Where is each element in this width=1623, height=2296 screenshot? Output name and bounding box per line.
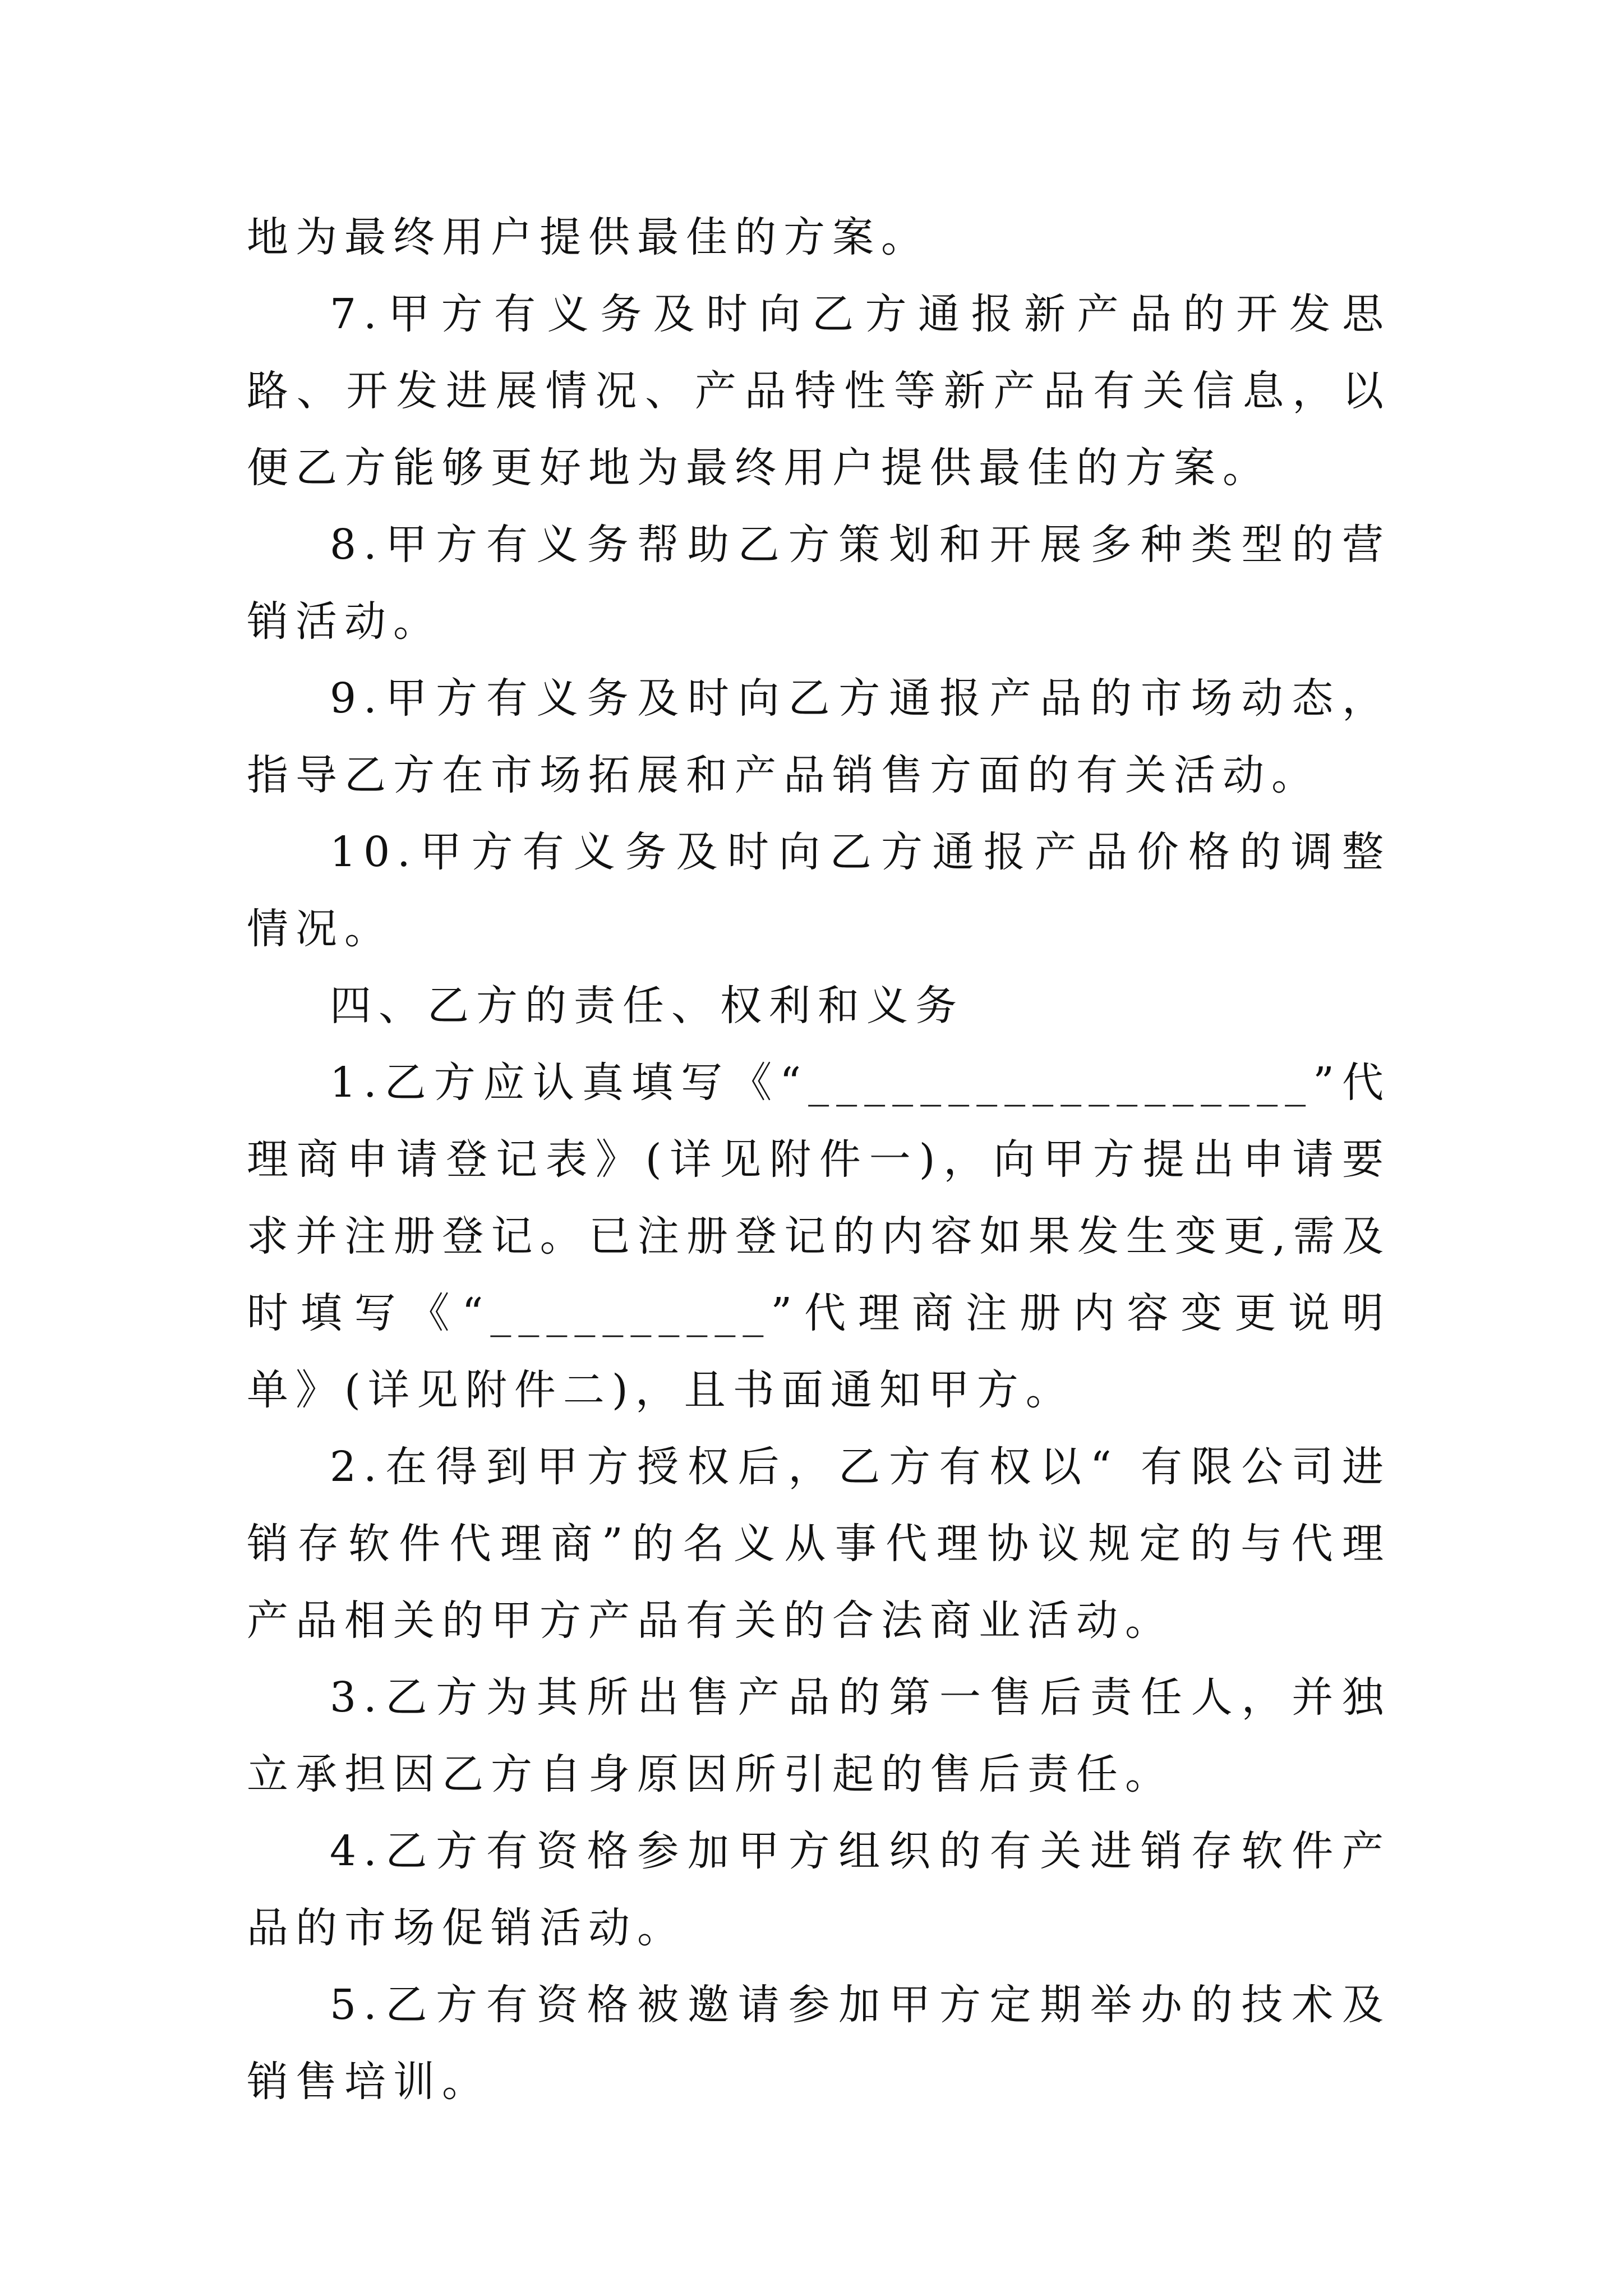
paragraph-b-item-2: 2.在得到甲方授权后，乙方有权以“ 有限公司进销存软件代理商”的名义从事代理协议规定的与代理产品相关的甲方产品有关的合法商业活动。 <box>247 1443 1391 1645</box>
paragraph-1: 地为最终用户提供最佳的方案。 <box>247 213 930 261</box>
document-page <box>247 199 1391 2120</box>
paragraph-item-10: 10.甲方有义务及时向乙方通报产品价格的调整情况。 <box>247 828 1391 953</box>
paragraph-b-item-4: 4.乙方有资格参加甲方组织的有关进销存软件产品的市场促销活动。 <box>247 1827 1391 1952</box>
paragraph-b-item-3: 3.乙方为其所出售产品的第一售后责任人，并独立承担因乙方自身原因所引起的售后责任。 <box>247 1673 1391 1798</box>
paragraph-b-item-1: 1.乙方应认真填写《“__________________”代理商申请登记表》(详见附件一)，向甲方提出申请要求并注册登记。已注册登记的内容如果发生变更,需及时填写《“__________”代理商注册内容变更说明单》(详见附件二)，且书面通知甲方。 <box>247 1059 1391 1414</box>
paragraph-item-9: 9.甲方有义务及时向乙方通报产品的市场动态，指导乙方在市场拓展和产品销售方面的有关活动。 <box>247 674 1391 799</box>
paragraph-item-7: 7.甲方有义务及时向乙方通报新产品的开发思路、开发进展情况、产品特性等新产品有关信息，以便乙方能够更好地为最终用户提供最佳的方案。 <box>247 290 1391 492</box>
section-heading-4: 四、乙方的责任、权利和义务 <box>330 982 964 1030</box>
paragraph-b-item-5: 5.乙方有资格被邀请参加甲方定期举办的技术及销售培训。 <box>247 1981 1391 2106</box>
paragraph-item-8: 8.甲方有义务帮助乙方策划和开展多种类型的营销活动。 <box>247 521 1391 646</box>
